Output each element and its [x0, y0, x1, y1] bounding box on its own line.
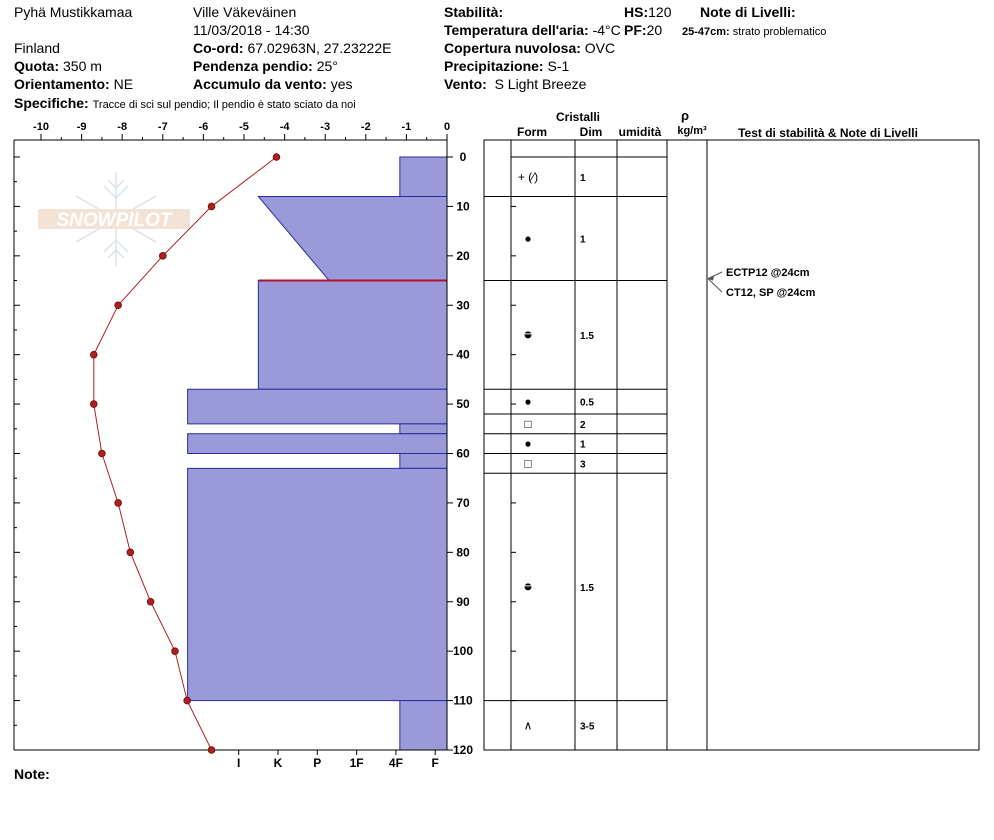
temperature-point [147, 598, 154, 605]
depth-tick-label: 100 [452, 644, 474, 659]
hardness-layer-7 [188, 468, 447, 700]
hardness-tick-label: F [431, 756, 439, 770]
foot-penetration-value: 20 [646, 22, 663, 38]
crystal-form: ● [524, 394, 532, 409]
temp-tick-label: -6 [198, 121, 209, 133]
cloud-cover-label: Copertura nuvolosa: [444, 40, 581, 56]
table-border [484, 140, 979, 750]
depth-tick-label: 0 [459, 150, 467, 164]
temp-tick-label: -8 [117, 121, 128, 133]
location: Pyhä Mustikkamaa [14, 4, 133, 20]
crystal-size: 3 [580, 459, 586, 471]
crystal-size: 1.5 [580, 582, 594, 594]
depth-tick-label: 20 [456, 248, 470, 263]
observer: Ville Väkeväinen [193, 4, 297, 20]
aspect-value: NE [113, 76, 134, 92]
hardness-layer-0 [400, 157, 447, 197]
wind-loading-label: Accumulo da vento: [193, 76, 327, 92]
air-temperature-value: -4°C [592, 22, 621, 38]
temperature-point [115, 500, 122, 507]
temp-tick-label: -7 [157, 121, 168, 133]
depth-tick-label: 120 [452, 743, 474, 757]
form-header: Form [517, 125, 547, 139]
crystal-size: 1.5 [580, 330, 594, 342]
temp-tick-label: -10 [33, 121, 49, 133]
density-unit: kg/m³ [677, 125, 707, 137]
crystal-form-rounded-faceted-icon [525, 583, 532, 590]
test-arrow-line [708, 279, 722, 292]
temperature-point [160, 253, 167, 260]
depth-tick-label: 70 [456, 495, 470, 510]
temperature-point [99, 450, 106, 457]
crystal-size: 3-5 [580, 721, 595, 733]
hardness-layer-3 [188, 389, 447, 424]
tests-header: Test di stabilità & Note di Livelli [738, 126, 918, 140]
stability-test-label: ECTP12 @24cm [726, 267, 810, 279]
snow-height-label: HS: [624, 4, 649, 20]
precipitation-value: S-1 [547, 58, 570, 74]
crystal-size: 1 [580, 234, 586, 246]
crystal-table [484, 108, 979, 750]
temp-tick-label: -3 [320, 121, 331, 133]
depth-tick-label: 40 [456, 347, 470, 362]
temperature-point [90, 401, 97, 408]
temperature-point [172, 648, 179, 655]
hardness-tick-label: 1F [349, 756, 364, 770]
stability-tests [708, 267, 816, 299]
specifics-label: Specifiche: [14, 95, 89, 111]
precipitation-label: Precipitazione: [444, 58, 544, 74]
crystal-form: ● [524, 231, 532, 246]
layer-note-range: 25-47cm: [682, 26, 730, 38]
temperature-point [115, 302, 122, 309]
temp-tick-label: -5 [239, 121, 249, 133]
crystal-form: + (⁄) [517, 169, 539, 184]
foot-penetration-label: PF: [624, 22, 647, 38]
slope-value: 25° [316, 58, 338, 74]
snow-height-value: 120 [648, 4, 672, 20]
coordinates-value: 67.02963N, 27.23222E [247, 40, 392, 56]
crystal-size: 2 [580, 419, 586, 431]
depth-tick-label: 110 [453, 693, 473, 708]
moisture-header: umidità [618, 125, 662, 139]
hardness-layer-6 [400, 454, 447, 469]
air-temperature-label: Temperatura dell'aria: [444, 22, 589, 38]
hardness-tick-label: K [273, 756, 283, 770]
temperature-point [273, 154, 280, 161]
hardness-layer-5 [188, 434, 447, 454]
slope-label: Pendenza pendio: [193, 58, 313, 74]
cloud-cover-value: OVC [584, 40, 616, 56]
hardness-layer-1 [258, 197, 447, 281]
specifics-value: Tracce di sci sul pendio; Il pendio è stato sciato da noi [92, 99, 356, 111]
temp-tick-label: -9 [76, 121, 87, 133]
depth-tick-label: 10 [456, 199, 470, 214]
depth-tick-label: 80 [456, 545, 470, 560]
layer-notes-title: Note di Livelli: [700, 4, 796, 20]
temp-tick-label: -1 [401, 121, 412, 133]
temperature-point [208, 747, 215, 754]
hardness-tick-label: P [313, 756, 322, 770]
temp-tick-label: 0 [443, 121, 451, 133]
hardness-layer-2 [258, 281, 447, 390]
crystal-form: □ [524, 416, 532, 431]
datetime: 11/03/2018 - 14:30 [193, 22, 310, 38]
temperature-point [90, 351, 97, 358]
elevation-label: Quota: [14, 58, 60, 74]
aspect-label: Orientamento: [14, 76, 110, 92]
hardness-layer-8 [400, 701, 447, 750]
crystal-form: ∧ [523, 718, 533, 733]
crystal-size: 1 [580, 172, 586, 184]
wind-label: Vento: [444, 76, 487, 92]
hardness-tick-label: I [237, 756, 241, 770]
depth-tick-label: 90 [456, 594, 470, 609]
layer-note-text: strato problematico [732, 26, 827, 38]
size-header: Dim [579, 125, 603, 139]
temperature-point [127, 549, 134, 556]
temperature-point [184, 697, 191, 704]
depth-tick-label: 60 [456, 446, 470, 461]
crystals-header: Cristalli [555, 110, 601, 124]
stability-label: Stabilità: [444, 4, 504, 20]
hardness-tick-label: 4F [388, 756, 403, 770]
crystal-size: 0.5 [580, 397, 594, 409]
depth-tick-label: 30 [456, 298, 470, 313]
temp-tick-label: -4 [279, 121, 290, 133]
country: Finland [14, 40, 60, 56]
wind-value: S Light Breeze [494, 76, 587, 92]
crystal-form: ● [524, 436, 532, 451]
depth-tick-label: 50 [456, 397, 470, 412]
temp-tick-label: -2 [360, 121, 371, 133]
note-label: Note: [14, 766, 50, 782]
hardness-layers [188, 157, 447, 750]
temperature-point [208, 203, 215, 210]
crystal-form-rounded-faceted-icon [525, 331, 532, 338]
hardness-layer-4 [400, 424, 447, 434]
stability-test-label: CT12, SP @24cm [726, 287, 816, 299]
crystal-form: □ [524, 456, 532, 471]
density-symbol: ρ [680, 108, 690, 123]
crystal-size: 1 [580, 439, 586, 451]
wind-loading-value: yes [330, 76, 353, 92]
coordinates-label: Co-ord: [193, 40, 244, 56]
elevation-value: 350 m [63, 58, 102, 74]
logo-text: SNOWPILOT [56, 210, 172, 231]
